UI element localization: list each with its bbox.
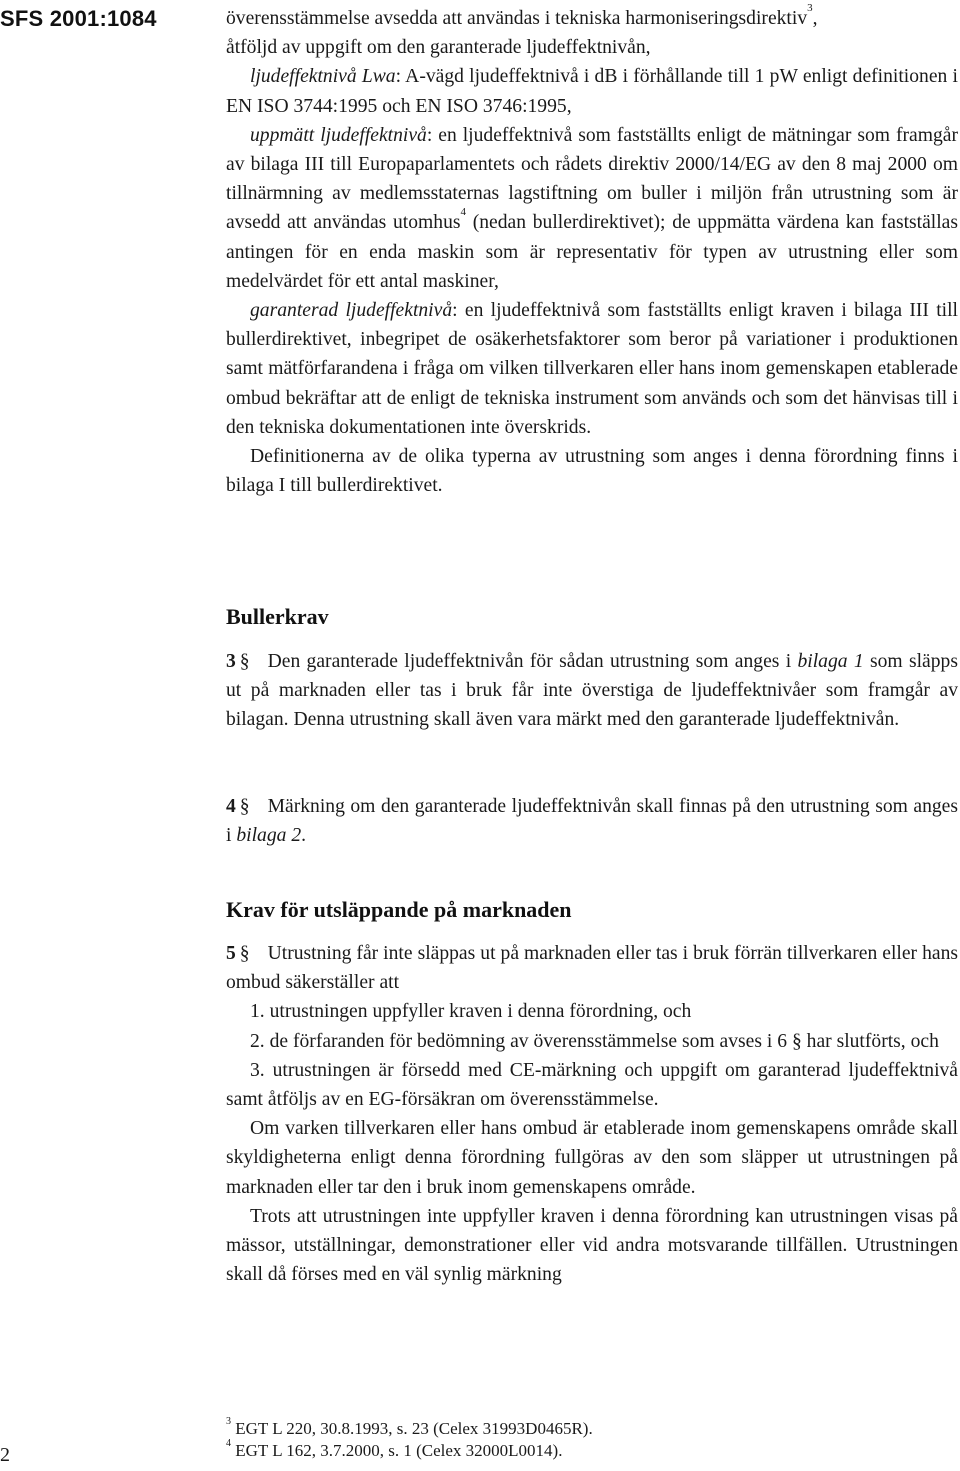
definition-measured-level: uppmätt ljudeffektnivå: en ljudeffektnivå som fastställts enligt de mätningar som framgår av bilaga III till Europaparlamentets och rådets direktiv 2000/14/EG av den 8 maj 2000 om tillnärmning av medlemsstaternas lagstiftning om buller i miljön från utrustning som är avsedd att användas utomhus$^4$ (nedan bullerdirektivet); de uppmätta värdena kan fastställas antingen för en enda maskin som är representativ för typen av utrustning eller som medelvärdet för ett antal maskiner, [226, 124, 958, 292]
section-number: 3 [226, 651, 236, 672]
section-number: 5 [226, 943, 236, 964]
footnotes [226, 1418, 593, 1462]
term: ljudeffektnivå Lwa [250, 66, 396, 88]
section-4: 4 § Märkning om den garanterade ljudeffektnivån skall finnas på den utrustning som anges i bilaga 2. [226, 796, 958, 847]
paragraph-accompanied: åtföljd av uppgift om den garanterade ljudeffektnivån, [226, 37, 651, 59]
list-item: 3. utrustningen är försedd med CE-märkning och uppgift om garanterad ljudeffektnivå samt åtföljs av en EG-försäkran om överensstämmelse. [226, 1059, 958, 1111]
section-sign: § [239, 796, 250, 817]
section-number: 4 [226, 796, 236, 817]
section-3: 3 § Den garanterade ljudeffektnivån för sådan utrustning som anges i bilaga 1 som släpps ut på marknaden eller tas i bruk får inte överstiga de ljudeffektnivåer som framgår av bilagan. Denna utrustning skall även vara märkt med den garanterade ljudeffektnivån. [226, 651, 958, 731]
paragraph-definitions-ref: Definitionerna av de olika typerna av utrustning som anges i denna förordning finns i bilaga I till bullerdirektivet. [226, 446, 958, 497]
footnote: $^4$ EGT L 162, 3.7.2000, s. 1 (Celex 32000L0014). [226, 1438, 563, 1460]
footnote-ref: 4 [460, 206, 467, 219]
heading-krav-marknaden: Krav för utsläppande på marknaden [226, 897, 572, 922]
section-5: 5 § Utrustning får inte släppas ut på marknaden eller tas i bruk förrän tillverkaren eller hans ombud säkerställer att 1. utrustningen uppfyller kraven i denna förordning, och 2. de förfaranden för bedömning av överensstämmelse som avses i 6 § har slutförts, och 3. utrustningen är försedd med CE-märkning och uppgift om garanterad ljudeffektnivå samt åtföljs av en EG-försäkran om överensstämmelse. Om varken tillverkaren eller hans ombud är etablerade inom gemenskapens område skall skyldigheterna enligt denna förordning fullgöras av den som släpper ut utrustningen på marknaden eller tar den i bruk inom gemenskapens område. Trots att utrustningen inte uppfyller kraven i denna förordning kan utrustningen visas på mässor, utställningar, demonstrationer eller vid andra motsvarande tillfällen. Utrustningen skall då förses med en väl synlig märkning [226, 939, 958, 1289]
sfs-number: SFS 2001:1084 [0, 6, 157, 31]
definition-guaranteed-level: garanterad ljudeffektnivå: en ljudeffektnivå som fastställts enligt kraven i bilaga III till bullerdirektivet, inbegripet de osäkerhetsfaktorer som beror på variationer i produktionen samt mätförfarandena i fråga om vilken tillverkaren eller hans inom gemenskapen etablerade ombud bekräftar att de enligt de tekniska instrument som används och som det hänvisas till i den tekniska dokumentationen inte överskrids. [226, 300, 958, 438]
paragraph-conformity: överensstämmelse avsedda att användas i tekniska harmoniseringsdirektiv$^3$, [226, 2, 818, 29]
section-sign: § [239, 651, 250, 672]
footnote-ref: 3 [807, 2, 813, 14]
paragraph-om-varken: Om varken tillverkaren eller hans ombud är etablerade inom gemenskapens område skall skyldigheterna enligt denna förordning fullgöras av den som släpper ut utrustningen på marknaden eller tar den i bruk inom gemenskapens område. [226, 1118, 958, 1198]
term: uppmätt ljudeffektnivå [250, 124, 427, 146]
definitions-block [226, 4, 958, 500]
list-item: 1. utrustningen uppfyller kraven i denna förordning, och [250, 1001, 692, 1023]
section-sign: § [239, 943, 250, 964]
paragraph-trots: Trots att utrustningen inte uppfyller kraven i denna förordning kan utrustningen visas på mässor, utställningar, demonstrationer eller vid andra motsvarande tillfällen. Utrustningen skall då förses med en väl synlig märkning [226, 1205, 958, 1286]
page-number: 2 [0, 1444, 10, 1466]
list-item: 2. de förfaranden för bedömning av överensstämmelse som avses i 6 § har slutförts, och [250, 1030, 939, 1052]
definition-sound-power-level: ljudeffektnivå Lwa: A-vägd ljudeffektnivå i dB i förhållande till 1 pW enligt definitionen i EN ISO 3744:1995 och EN ISO 3746:1995, [226, 66, 958, 117]
heading-bullerkrav: Bullerkrav [226, 604, 329, 629]
footnote: $^3$ EGT L 220, 30.8.1993, s. 23 (Celex 31993D0465R). [226, 1416, 593, 1438]
term: garanterad ljudeffektnivå [250, 300, 453, 322]
